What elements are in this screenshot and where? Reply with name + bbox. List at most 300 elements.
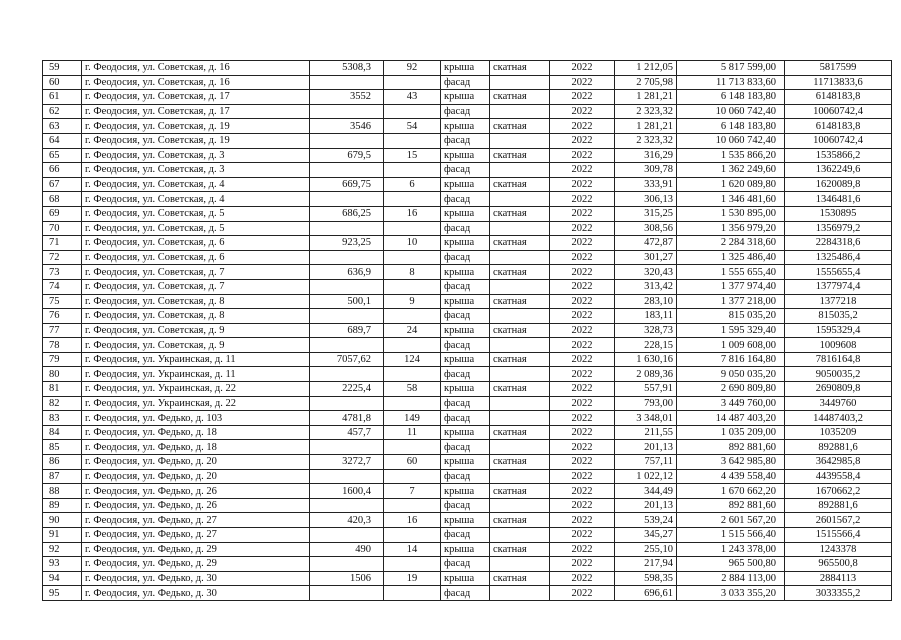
area-cell: 457,7: [310, 425, 384, 440]
total-cost-cell: 3 033 355,20: [677, 586, 785, 601]
area-cell: [310, 498, 384, 513]
total-cost-plain-cell: 1243378: [785, 542, 892, 557]
address-cell: г. Феодосия, ул. Советская, д. 3: [82, 163, 310, 178]
area-cell: 7057,62: [310, 352, 384, 367]
address-cell: г. Феодосия, ул. Советская, д. 4: [82, 192, 310, 207]
roof-type-cell: скатная: [490, 90, 550, 105]
roof-type-cell: скатная: [490, 177, 550, 192]
area-cell: [310, 469, 384, 484]
table-row: [43, 148, 892, 163]
total-cost-plain-cell: 1356979,2: [785, 221, 892, 236]
total-cost-plain-cell: 10060742,4: [785, 104, 892, 119]
year-cell: 2022: [550, 484, 615, 499]
roof-type-cell: [490, 498, 550, 513]
area-cell: 1600,4: [310, 484, 384, 499]
area-cell: 3546: [310, 119, 384, 134]
total-cost-cell: 1 515 566,40: [677, 528, 785, 543]
total-cost-cell: 815 035,20: [677, 309, 785, 324]
address-cell: г. Феодосия, ул. Украинская, д. 22: [82, 396, 310, 411]
row-number-cell: 64: [43, 133, 82, 148]
roof-type-cell: скатная: [490, 425, 550, 440]
table-row: [43, 513, 892, 528]
residents-cell: 11: [384, 425, 441, 440]
cost-per-unit-cell: 316,29: [615, 148, 677, 163]
area-cell: [310, 440, 384, 455]
address-cell: г. Феодосия, ул. Федько, д. 27: [82, 528, 310, 543]
residents-cell: [384, 338, 441, 353]
year-cell: 2022: [550, 104, 615, 119]
cost-per-unit-cell: 228,15: [615, 338, 677, 353]
year-cell: 2022: [550, 192, 615, 207]
cost-per-unit-cell: 539,24: [615, 513, 677, 528]
year-cell: 2022: [550, 163, 615, 178]
total-cost-cell: 1 377 218,00: [677, 294, 785, 309]
year-cell: 2022: [550, 148, 615, 163]
roof-type-cell: скатная: [490, 119, 550, 134]
year-cell: 2022: [550, 206, 615, 221]
row-number-cell: 62: [43, 104, 82, 119]
work-type-cell: крыша: [441, 382, 490, 397]
total-cost-cell: 7 816 164,80: [677, 352, 785, 367]
row-number-cell: 74: [43, 279, 82, 294]
total-cost-plain-cell: 892881,6: [785, 440, 892, 455]
residents-cell: [384, 163, 441, 178]
table-row: [43, 440, 892, 455]
table-row: [43, 177, 892, 192]
total-cost-plain-cell: 9050035,2: [785, 367, 892, 382]
address-cell: г. Феодосия, ул. Федько, д. 26: [82, 498, 310, 513]
year-cell: 2022: [550, 571, 615, 586]
area-cell: [310, 586, 384, 601]
cost-per-unit-cell: 1 022,12: [615, 469, 677, 484]
total-cost-cell: 10 060 742,40: [677, 133, 785, 148]
residents-cell: 8: [384, 265, 441, 280]
roof-type-cell: [490, 75, 550, 90]
residents-cell: [384, 75, 441, 90]
address-cell: г. Феодосия, ул. Советская, д. 16: [82, 75, 310, 90]
roof-type-cell: [490, 338, 550, 353]
total-cost-plain-cell: 1595329,4: [785, 323, 892, 338]
table-body: [43, 61, 892, 601]
row-number-cell: 83: [43, 411, 82, 426]
roof-type-cell: [490, 557, 550, 572]
address-cell: г. Феодосия, ул. Советская, д. 16: [82, 61, 310, 76]
total-cost-plain-cell: 1515566,4: [785, 528, 892, 543]
table-row: [43, 571, 892, 586]
row-number-cell: 87: [43, 469, 82, 484]
total-cost-plain-cell: 1362249,6: [785, 163, 892, 178]
work-type-cell: крыша: [441, 61, 490, 76]
address-cell: г. Феодосия, ул. Федько, д. 20: [82, 455, 310, 470]
work-type-cell: фасад: [441, 411, 490, 426]
cost-per-unit-cell: 309,78: [615, 163, 677, 178]
row-number-cell: 85: [43, 440, 82, 455]
residents-cell: 19: [384, 571, 441, 586]
roof-type-cell: скатная: [490, 571, 550, 586]
total-cost-cell: 2 284 318,60: [677, 236, 785, 251]
cost-per-unit-cell: 1 630,16: [615, 352, 677, 367]
address-cell: г. Феодосия, ул. Советская, д. 9: [82, 338, 310, 353]
row-number-cell: 61: [43, 90, 82, 105]
area-cell: [310, 557, 384, 572]
year-cell: 2022: [550, 279, 615, 294]
roof-type-cell: [490, 469, 550, 484]
table-row: [43, 250, 892, 265]
total-cost-plain-cell: 1620089,8: [785, 177, 892, 192]
address-cell: г. Феодосия, ул. Советская, д. 5: [82, 221, 310, 236]
total-cost-cell: 1 035 209,00: [677, 425, 785, 440]
year-cell: 2022: [550, 425, 615, 440]
table-row: [43, 104, 892, 119]
cost-per-unit-cell: 201,13: [615, 440, 677, 455]
residents-cell: [384, 309, 441, 324]
year-cell: 2022: [550, 528, 615, 543]
work-type-cell: фасад: [441, 104, 490, 119]
roof-type-cell: [490, 250, 550, 265]
year-cell: 2022: [550, 90, 615, 105]
residents-cell: 7: [384, 484, 441, 499]
total-cost-plain-cell: 1670662,2: [785, 484, 892, 499]
roof-type-cell: скатная: [490, 206, 550, 221]
residents-cell: 10: [384, 236, 441, 251]
table-row: [43, 192, 892, 207]
address-cell: г. Феодосия, ул. Советская, д. 8: [82, 294, 310, 309]
year-cell: 2022: [550, 513, 615, 528]
work-type-cell: крыша: [441, 484, 490, 499]
roof-type-cell: скатная: [490, 61, 550, 76]
work-type-cell: фасад: [441, 367, 490, 382]
cost-per-unit-cell: 320,43: [615, 265, 677, 280]
residents-cell: [384, 586, 441, 601]
row-number-cell: 68: [43, 192, 82, 207]
cost-per-unit-cell: 344,49: [615, 484, 677, 499]
year-cell: 2022: [550, 396, 615, 411]
total-cost-cell: 14 487 403,20: [677, 411, 785, 426]
row-number-cell: 90: [43, 513, 82, 528]
roof-type-cell: скатная: [490, 236, 550, 251]
cost-per-unit-cell: 333,91: [615, 177, 677, 192]
work-type-cell: крыша: [441, 542, 490, 557]
table-row: [43, 352, 892, 367]
residents-cell: [384, 469, 441, 484]
row-number-cell: 77: [43, 323, 82, 338]
roof-type-cell: скатная: [490, 352, 550, 367]
residents-cell: [384, 250, 441, 265]
work-type-cell: фасад: [441, 163, 490, 178]
row-number-cell: 70: [43, 221, 82, 236]
residents-cell: [384, 133, 441, 148]
area-cell: [310, 221, 384, 236]
area-cell: [310, 75, 384, 90]
table-row: [43, 411, 892, 426]
total-cost-plain-cell: 1035209: [785, 425, 892, 440]
row-number-cell: 75: [43, 294, 82, 309]
area-cell: 686,25: [310, 206, 384, 221]
row-number-cell: 80: [43, 367, 82, 382]
residents-cell: [384, 440, 441, 455]
total-cost-cell: 1 377 974,40: [677, 279, 785, 294]
residents-cell: 92: [384, 61, 441, 76]
total-cost-cell: 1 595 329,40: [677, 323, 785, 338]
year-cell: 2022: [550, 440, 615, 455]
total-cost-cell: 1 362 249,60: [677, 163, 785, 178]
address-cell: г. Феодосия, ул. Советская, д. 6: [82, 250, 310, 265]
total-cost-cell: 3 449 760,00: [677, 396, 785, 411]
table-row: [43, 498, 892, 513]
work-type-cell: фасад: [441, 469, 490, 484]
area-cell: [310, 104, 384, 119]
area-cell: [310, 192, 384, 207]
address-cell: г. Феодосия, ул. Украинская, д. 22: [82, 382, 310, 397]
table-row: [43, 425, 892, 440]
area-cell: [310, 338, 384, 353]
area-cell: 3552: [310, 90, 384, 105]
cost-per-unit-cell: 1 212,05: [615, 61, 677, 76]
row-number-cell: 95: [43, 586, 82, 601]
table-row: [43, 338, 892, 353]
address-cell: г. Феодосия, ул. Федько, д. 26: [82, 484, 310, 499]
work-type-cell: крыша: [441, 571, 490, 586]
year-cell: 2022: [550, 133, 615, 148]
roof-type-cell: [490, 528, 550, 543]
total-cost-cell: 892 881,60: [677, 440, 785, 455]
residents-cell: 24: [384, 323, 441, 338]
cost-per-unit-cell: 3 348,01: [615, 411, 677, 426]
roof-type-cell: скатная: [490, 148, 550, 163]
table-row: [43, 294, 892, 309]
residents-cell: 58: [384, 382, 441, 397]
address-cell: г. Феодосия, ул. Украинская, д. 11: [82, 352, 310, 367]
cost-per-unit-cell: 345,27: [615, 528, 677, 543]
table-row: [43, 163, 892, 178]
total-cost-plain-cell: 10060742,4: [785, 133, 892, 148]
work-type-cell: крыша: [441, 425, 490, 440]
area-cell: 1506: [310, 571, 384, 586]
address-cell: г. Феодосия, ул. Советская, д. 17: [82, 104, 310, 119]
work-type-cell: фасад: [441, 338, 490, 353]
cost-per-unit-cell: 598,35: [615, 571, 677, 586]
residents-cell: [384, 498, 441, 513]
residents-cell: 60: [384, 455, 441, 470]
total-cost-plain-cell: 2690809,8: [785, 382, 892, 397]
year-cell: 2022: [550, 265, 615, 280]
area-cell: 5308,3: [310, 61, 384, 76]
table-row: [43, 382, 892, 397]
total-cost-cell: 1 555 655,40: [677, 265, 785, 280]
cost-per-unit-cell: 1 281,21: [615, 119, 677, 134]
residents-cell: 14: [384, 542, 441, 557]
area-cell: 679,5: [310, 148, 384, 163]
residents-cell: [384, 528, 441, 543]
roof-type-cell: [490, 586, 550, 601]
total-cost-cell: 965 500,80: [677, 557, 785, 572]
address-cell: г. Феодосия, ул. Федько, д. 18: [82, 425, 310, 440]
address-cell: г. Феодосия, ул. Федько, д. 29: [82, 557, 310, 572]
area-cell: 923,25: [310, 236, 384, 251]
total-cost-cell: 2 601 567,20: [677, 513, 785, 528]
row-number-cell: 71: [43, 236, 82, 251]
cost-per-unit-cell: 183,11: [615, 309, 677, 324]
address-cell: г. Феодосия, ул. Федько, д. 27: [82, 513, 310, 528]
row-number-cell: 86: [43, 455, 82, 470]
table-row: [43, 484, 892, 499]
work-type-cell: крыша: [441, 236, 490, 251]
cost-per-unit-cell: 313,42: [615, 279, 677, 294]
cost-per-unit-cell: 793,00: [615, 396, 677, 411]
address-cell: г. Феодосия, ул. Украинская, д. 11: [82, 367, 310, 382]
work-type-cell: фасад: [441, 498, 490, 513]
table-row: [43, 455, 892, 470]
total-cost-cell: 4 439 558,40: [677, 469, 785, 484]
total-cost-plain-cell: 2284318,6: [785, 236, 892, 251]
work-type-cell: крыша: [441, 206, 490, 221]
area-cell: 636,9: [310, 265, 384, 280]
work-type-cell: фасад: [441, 250, 490, 265]
total-cost-plain-cell: 1530895: [785, 206, 892, 221]
row-number-cell: 92: [43, 542, 82, 557]
cost-per-unit-cell: 757,11: [615, 455, 677, 470]
table-row: [43, 557, 892, 572]
cost-per-unit-cell: 315,25: [615, 206, 677, 221]
total-cost-plain-cell: 2884113: [785, 571, 892, 586]
row-number-cell: 67: [43, 177, 82, 192]
row-number-cell: 59: [43, 61, 82, 76]
residents-cell: 15: [384, 148, 441, 163]
row-number-cell: 94: [43, 571, 82, 586]
year-cell: 2022: [550, 557, 615, 572]
residents-cell: [384, 367, 441, 382]
roof-type-cell: скатная: [490, 382, 550, 397]
roof-type-cell: [490, 396, 550, 411]
address-cell: г. Феодосия, ул. Советская, д. 19: [82, 119, 310, 134]
total-cost-cell: 1 356 979,20: [677, 221, 785, 236]
roof-type-cell: [490, 279, 550, 294]
residents-cell: 54: [384, 119, 441, 134]
work-type-cell: фасад: [441, 192, 490, 207]
year-cell: 2022: [550, 119, 615, 134]
repair-program-table: [42, 60, 892, 601]
table-row: [43, 75, 892, 90]
residents-cell: [384, 221, 441, 236]
row-number-cell: 72: [43, 250, 82, 265]
year-cell: 2022: [550, 586, 615, 601]
work-type-cell: фасад: [441, 279, 490, 294]
row-number-cell: 93: [43, 557, 82, 572]
total-cost-plain-cell: 1377974,4: [785, 279, 892, 294]
table-row: [43, 119, 892, 134]
row-number-cell: 60: [43, 75, 82, 90]
total-cost-cell: 1 530 895,00: [677, 206, 785, 221]
year-cell: 2022: [550, 352, 615, 367]
cost-per-unit-cell: 211,55: [615, 425, 677, 440]
cost-per-unit-cell: 557,91: [615, 382, 677, 397]
total-cost-plain-cell: 14487403,2: [785, 411, 892, 426]
total-cost-plain-cell: 6148183,8: [785, 119, 892, 134]
area-cell: [310, 250, 384, 265]
address-cell: г. Феодосия, ул. Федько, д. 30: [82, 571, 310, 586]
total-cost-plain-cell: 1535866,2: [785, 148, 892, 163]
table-row: [43, 133, 892, 148]
cost-per-unit-cell: 217,94: [615, 557, 677, 572]
year-cell: 2022: [550, 177, 615, 192]
total-cost-plain-cell: 815035,2: [785, 309, 892, 324]
address-cell: г. Феодосия, ул. Федько, д. 29: [82, 542, 310, 557]
roof-type-cell: [490, 411, 550, 426]
roof-type-cell: [490, 440, 550, 455]
total-cost-cell: 1 243 378,00: [677, 542, 785, 557]
year-cell: 2022: [550, 236, 615, 251]
cost-per-unit-cell: 696,61: [615, 586, 677, 601]
roof-type-cell: скатная: [490, 265, 550, 280]
area-cell: [310, 528, 384, 543]
total-cost-plain-cell: 1346481,6: [785, 192, 892, 207]
year-cell: 2022: [550, 338, 615, 353]
area-cell: [310, 279, 384, 294]
roof-type-cell: [490, 367, 550, 382]
roof-type-cell: [490, 104, 550, 119]
roof-type-cell: скатная: [490, 542, 550, 557]
roof-type-cell: [490, 221, 550, 236]
year-cell: 2022: [550, 294, 615, 309]
year-cell: 2022: [550, 75, 615, 90]
total-cost-plain-cell: 4439558,4: [785, 469, 892, 484]
residents-cell: 9: [384, 294, 441, 309]
year-cell: 2022: [550, 411, 615, 426]
area-cell: [310, 163, 384, 178]
total-cost-plain-cell: 3033355,2: [785, 586, 892, 601]
residents-cell: 16: [384, 206, 441, 221]
address-cell: г. Феодосия, ул. Советская, д. 5: [82, 206, 310, 221]
total-cost-cell: 3 642 985,80: [677, 455, 785, 470]
address-cell: г. Феодосия, ул. Федько, д. 20: [82, 469, 310, 484]
table-row: [43, 221, 892, 236]
total-cost-cell: 6 148 183,80: [677, 119, 785, 134]
address-cell: г. Феодосия, ул. Советская, д. 19: [82, 133, 310, 148]
address-cell: г. Феодосия, ул. Советская, д. 17: [82, 90, 310, 105]
total-cost-plain-cell: 5817599: [785, 61, 892, 76]
table-row: [43, 586, 892, 601]
work-type-cell: фасад: [441, 396, 490, 411]
row-number-cell: 65: [43, 148, 82, 163]
roof-type-cell: [490, 163, 550, 178]
work-type-cell: фасад: [441, 75, 490, 90]
residents-cell: [384, 104, 441, 119]
row-number-cell: 76: [43, 309, 82, 324]
address-cell: г. Феодосия, ул. Советская, д. 7: [82, 279, 310, 294]
area-cell: [310, 309, 384, 324]
area-cell: 3272,7: [310, 455, 384, 470]
roof-type-cell: [490, 192, 550, 207]
row-number-cell: 81: [43, 382, 82, 397]
work-type-cell: фасад: [441, 528, 490, 543]
cost-per-unit-cell: 472,87: [615, 236, 677, 251]
cost-per-unit-cell: 2 323,32: [615, 104, 677, 119]
table-row: [43, 323, 892, 338]
total-cost-cell: 1 670 662,20: [677, 484, 785, 499]
cost-per-unit-cell: 2 089,36: [615, 367, 677, 382]
cost-per-unit-cell: 2 323,32: [615, 133, 677, 148]
residents-cell: [384, 192, 441, 207]
total-cost-cell: 6 148 183,80: [677, 90, 785, 105]
cost-per-unit-cell: 255,10: [615, 542, 677, 557]
total-cost-cell: 1 009 608,00: [677, 338, 785, 353]
year-cell: 2022: [550, 382, 615, 397]
row-number-cell: 79: [43, 352, 82, 367]
area-cell: 4781,8: [310, 411, 384, 426]
residents-cell: 124: [384, 352, 441, 367]
year-cell: 2022: [550, 61, 615, 76]
roof-type-cell: скатная: [490, 294, 550, 309]
